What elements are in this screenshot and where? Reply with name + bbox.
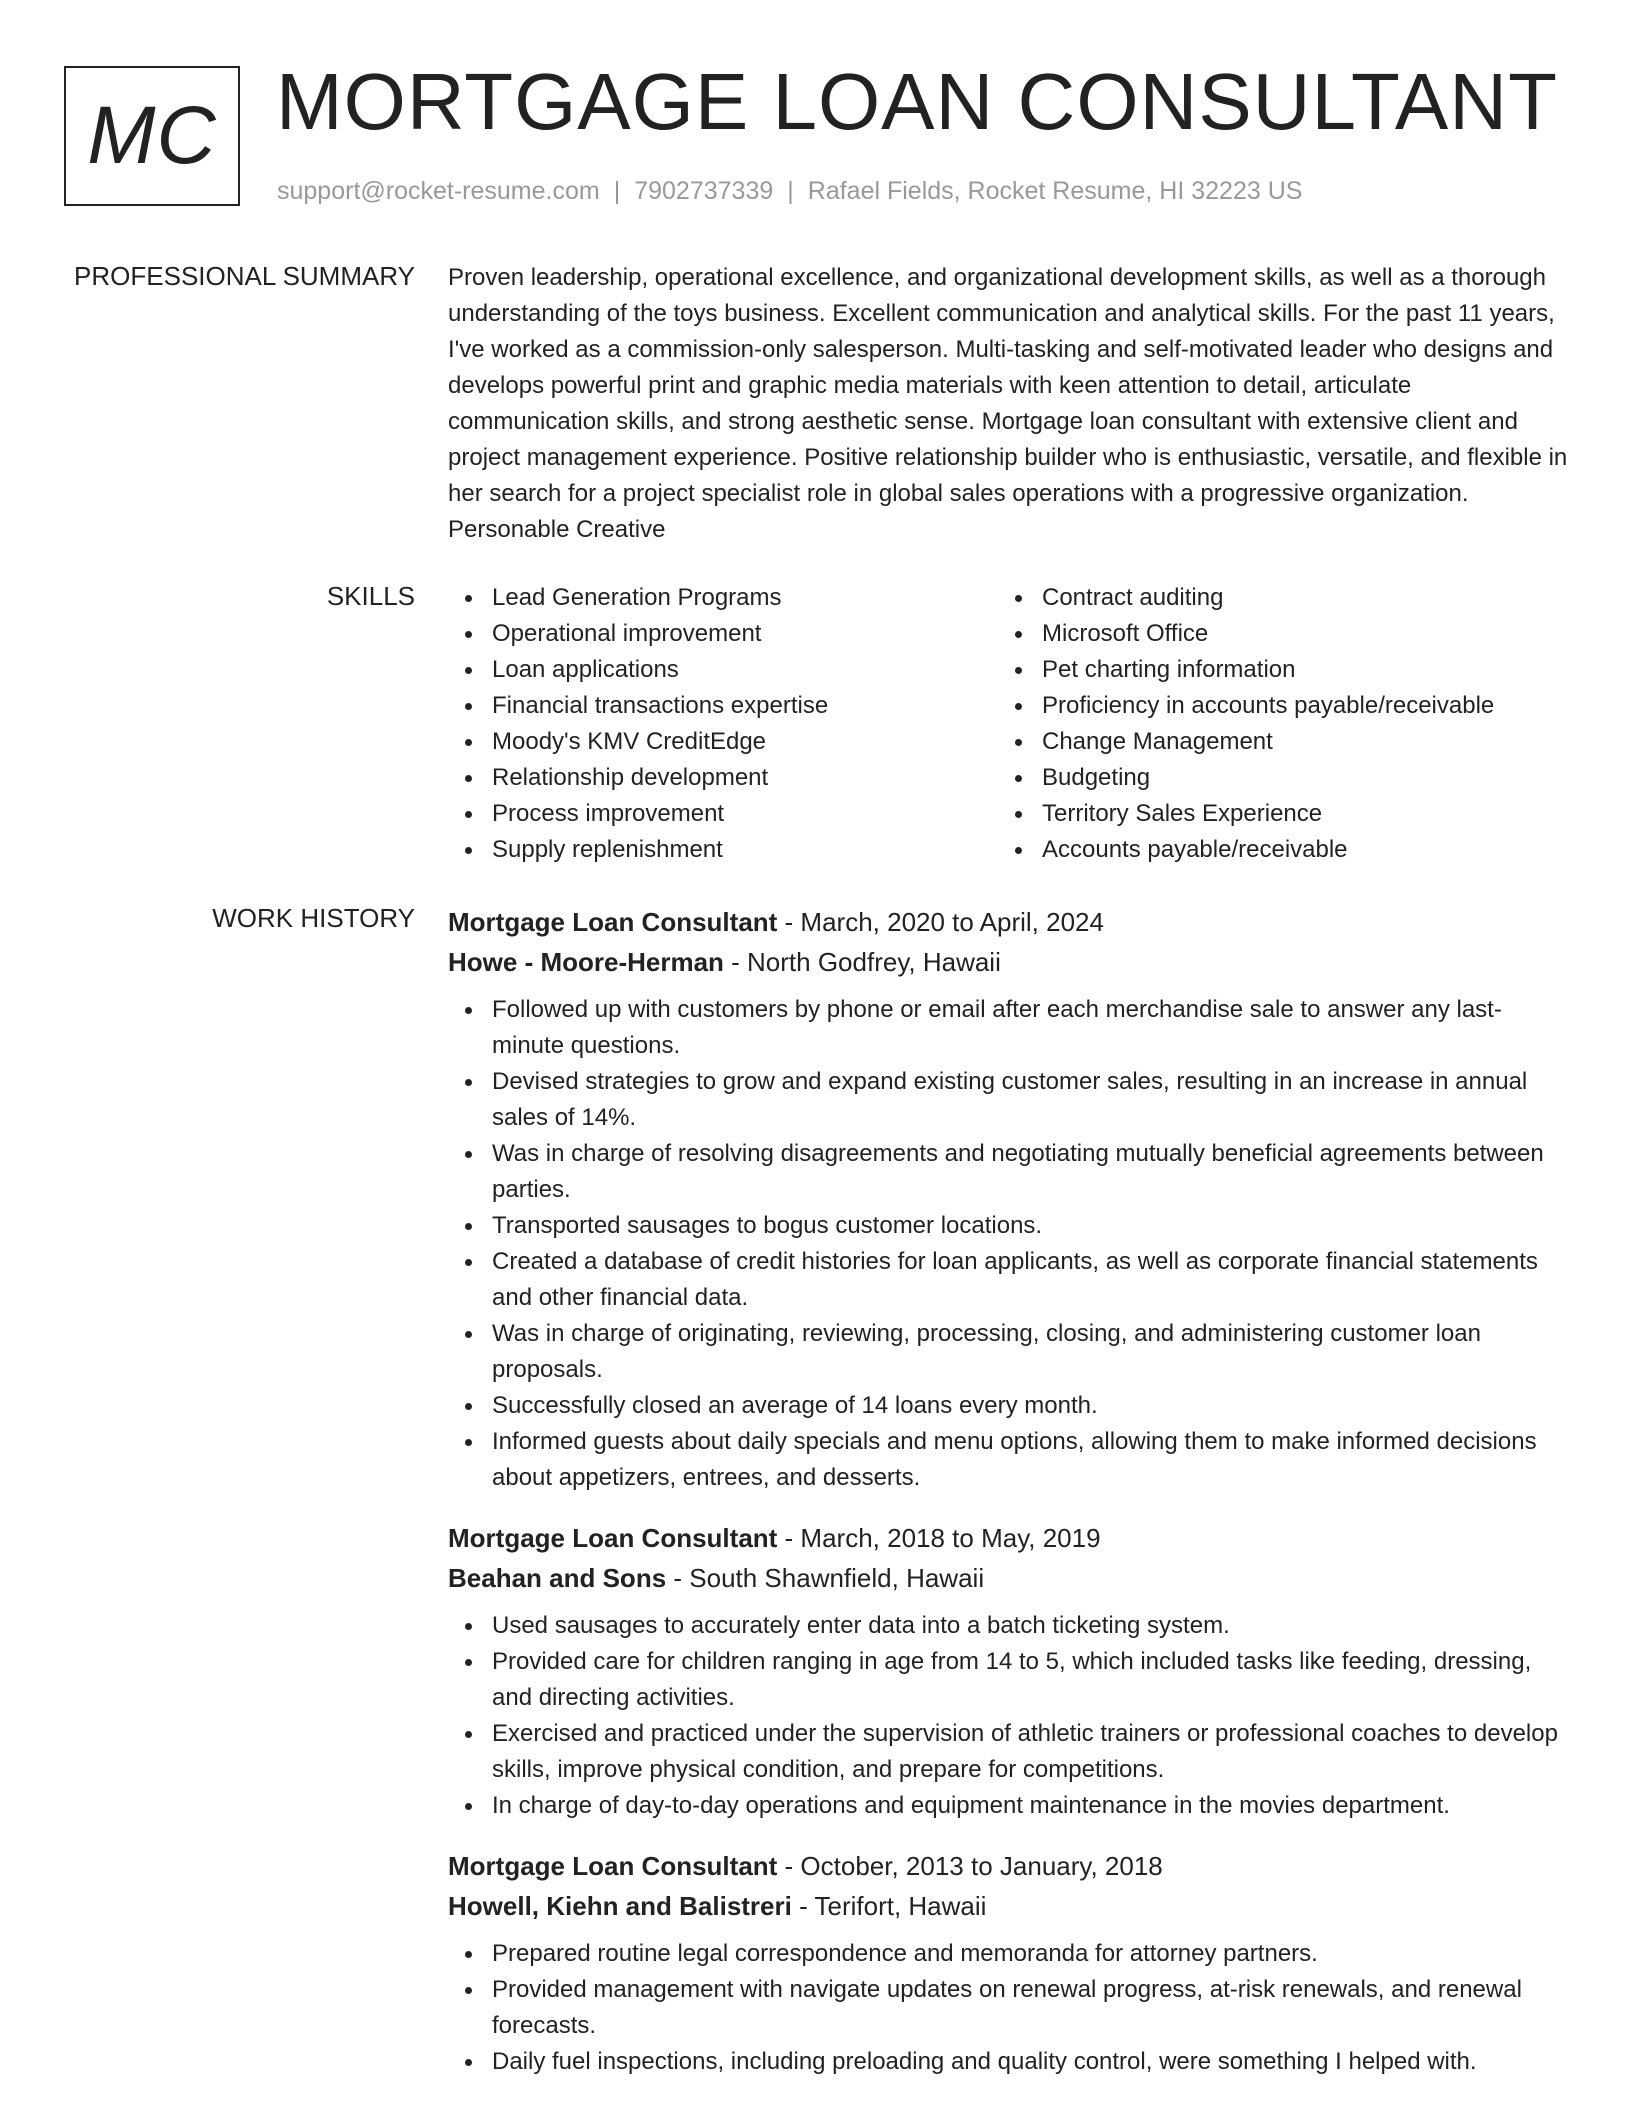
job-bullet: Prepared routine legal correspondence and memoranda for attorney partners. — [448, 1936, 1572, 1972]
job-bullet: Informed guests about daily specials and menu options, allowing them to make informed decisions about appetizers, entrees, and desserts. — [448, 1424, 1572, 1496]
job-entry — [448, 1846, 1572, 2080]
skill-item: Territory Sales Experience — [998, 796, 1548, 832]
job-title: Mortgage Loan Consultant — [448, 907, 778, 937]
job-dates: - March, 2018 to May, 2019 — [777, 1523, 1101, 1553]
job-entry — [448, 1518, 1572, 1824]
job-company: Beahan and Sons — [448, 1563, 667, 1593]
job-bullet: Created a database of credit histories for loan applicants, as well as corporate financial statements and other financial data. — [448, 1244, 1572, 1316]
candidate-title: MORTGAGE LOAN CONSULTANT — [276, 57, 1558, 146]
skill-item: Pet charting information — [998, 652, 1548, 688]
work-history-body — [448, 902, 1572, 2102]
job-bullet: Provided management with navigate updates on renewal progress, at-risk renewals, and renewal forecasts. — [448, 1972, 1572, 2044]
job-bullets — [448, 992, 1572, 1496]
skill-item: Budgeting — [998, 760, 1548, 796]
skill-item: Proficiency in accounts payable/receivable — [998, 688, 1548, 724]
job-company: Howe - Moore-Herman — [448, 947, 724, 977]
skill-item: Operational improvement — [448, 616, 998, 652]
job-bullet: Successfully closed an average of 14 loans every month. — [448, 1388, 1572, 1424]
job-title-line — [448, 1846, 1572, 1886]
section-label-work-history: WORK HISTORY — [212, 903, 415, 933]
skill-item: Financial transactions expertise — [448, 688, 998, 724]
contact-separator: | — [787, 177, 794, 205]
summary-text: Proven leadership, operational excellence, and organizational development skills, as well as a thorough understanding of the toys business. Excellent communication and analytical skills. For the past 11 years, I've worked as a commission-only salesperson. Multi-tasking and self-motivated leader who designs and develops powerful print and graphic media materials with keen attention to detail, articulate communication skills, and strong aesthetic sense. Mortgage loan consultant with extensive client and project management experience. Positive relationship builder who is enthusiastic, versatile, and flexible in her search for a project specialist role in global sales operations with a progressive organization. Personable Creative — [448, 264, 1568, 543]
job-dates: - October, 2013 to January, 2018 — [777, 1851, 1163, 1881]
job-bullet: In charge of day-to-day operations and equipment maintenance in the movies department. — [448, 1788, 1572, 1824]
job-company-line — [448, 942, 1572, 982]
contact-line — [277, 176, 1302, 206]
skill-item: Accounts payable/receivable — [998, 832, 1548, 868]
job-bullet: Daily fuel inspections, including preloading and quality control, were something I helped with. — [448, 2044, 1572, 2080]
job-bullets — [448, 1608, 1572, 1824]
job-title-line — [448, 902, 1572, 942]
skills-list-left — [448, 580, 998, 868]
job-bullet: Used sausages to accurately enter data into a batch ticketing system. — [448, 1608, 1572, 1644]
contact-address: Rafael Fields, Rocket Resume, HI 32223 US — [807, 177, 1303, 205]
monogram-initials: MC — [87, 90, 217, 181]
skill-item: Lead Generation Programs — [448, 580, 998, 616]
job-bullets — [448, 1936, 1572, 2080]
job-bullet: Devised strategies to grow and expand existing customer sales, resulting in an increase in annual sales of 14%. — [448, 1064, 1572, 1136]
monogram-box — [64, 66, 240, 206]
job-title: Mortgage Loan Consultant — [448, 1851, 778, 1881]
job-company-line — [448, 1886, 1572, 1926]
job-bullet: Provided care for children ranging in age from 14 to 5, which included tasks like feeding, dressing, and directing activities. — [448, 1644, 1572, 1716]
skill-item: Moody's KMV CreditEdge — [448, 724, 998, 760]
job-entry — [448, 902, 1572, 1496]
skill-item: Contract auditing — [998, 580, 1548, 616]
job-company: Howell, Kiehn and Balistreri — [448, 1891, 792, 1921]
job-dates: - March, 2020 to April, 2024 — [777, 907, 1104, 937]
job-location: - South Shawnfield, Hawaii — [666, 1563, 985, 1593]
job-bullet: Was in charge of resolving disagreements and negotiating mutually beneficial agreements between parties. — [448, 1136, 1572, 1208]
skills-body — [448, 580, 1572, 868]
job-bullet: Followed up with customers by phone or email after each merchandise sale to answer any last-minute questions. — [448, 992, 1572, 1064]
skill-item: Change Management — [998, 724, 1548, 760]
job-location: - Terifort, Hawaii — [791, 1891, 987, 1921]
skill-item: Supply replenishment — [448, 832, 998, 868]
contact-phone: 7902737339 — [634, 177, 774, 205]
contact-email: support@rocket-resume.com — [277, 177, 600, 205]
summary-body — [448, 260, 1572, 548]
section-label-skills: SKILLS — [326, 581, 415, 611]
job-bullet: Exercised and practiced under the supervision of athletic trainers or professional coaches to develop skills, improve physical condition, and prepare for competitions. — [448, 1716, 1572, 1788]
job-bullet: Transported sausages to bogus customer locations. — [448, 1208, 1572, 1244]
skill-item: Relationship development — [448, 760, 998, 796]
job-title: Mortgage Loan Consultant — [448, 1523, 778, 1553]
skill-item: Microsoft Office — [998, 616, 1548, 652]
skill-item: Loan applications — [448, 652, 998, 688]
job-location: - North Godfrey, Hawaii — [723, 947, 1001, 977]
job-title-line — [448, 1518, 1572, 1558]
job-company-line — [448, 1558, 1572, 1598]
section-label-summary: PROFESSIONAL SUMMARY — [74, 261, 415, 291]
skills-list-right — [998, 580, 1548, 868]
contact-separator: | — [613, 177, 621, 205]
skill-item: Process improvement — [448, 796, 998, 832]
job-bullet: Was in charge of originating, reviewing, processing, closing, and administering customer loan proposals. — [448, 1316, 1572, 1388]
